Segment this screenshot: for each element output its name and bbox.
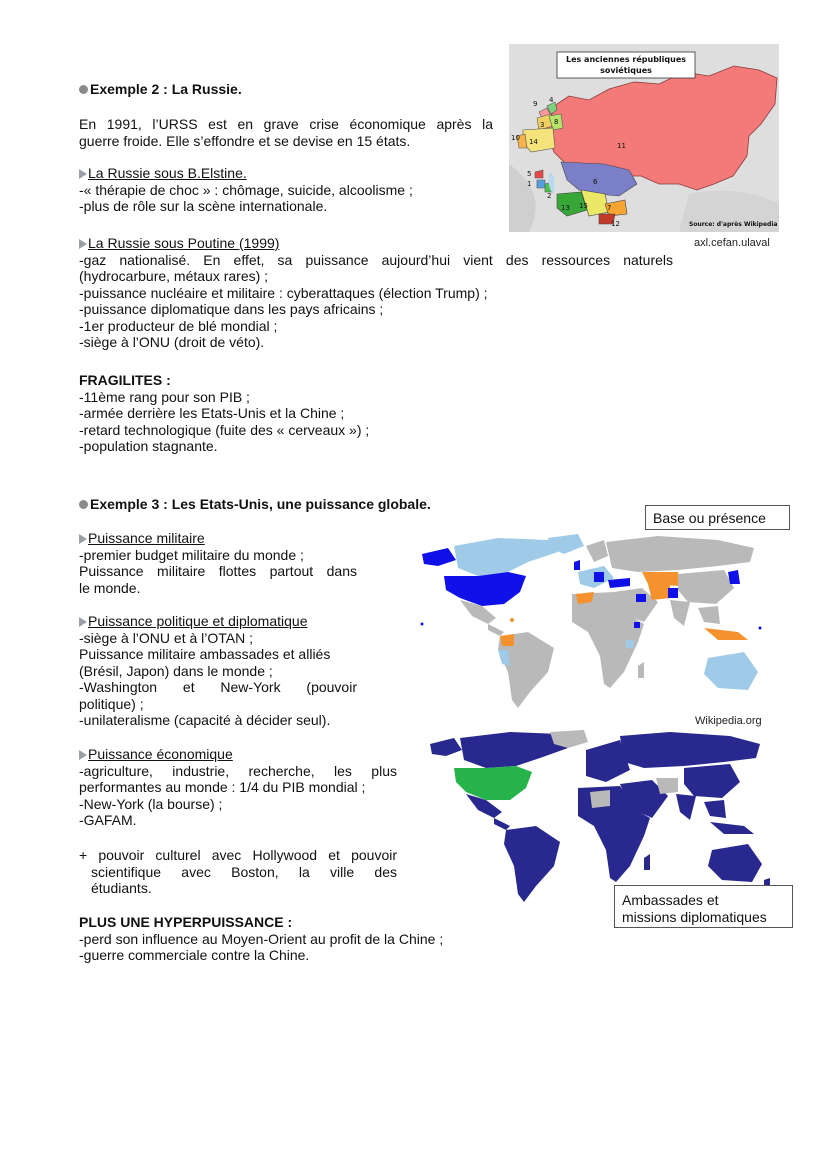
fragility-item: -11ème rang pour son PIB ;: [79, 388, 250, 405]
putin-item: -puissance diplomatique dans les pays africains ;: [79, 301, 384, 317]
ussr-map-credit: axl.cefan.ulaval: [694, 237, 770, 249]
map-label: 6: [593, 178, 598, 186]
gulf-bases: [636, 594, 646, 602]
fragility-item: -retard technologique (fuite des « cerveaux ») ;: [79, 421, 370, 438]
map-label: 7: [607, 204, 612, 212]
economic-section: [79, 746, 397, 829]
map-label: 1: [527, 180, 532, 188]
yeltsin-item: -« thérapie de choc » : chômage, suicide, alcoolisme ;: [79, 181, 413, 198]
map-label: 12: [611, 220, 620, 228]
region-14: [523, 128, 555, 152]
madagascar: [638, 662, 644, 678]
peru: [498, 650, 510, 666]
intro-line: guerre froide. Elle s’effondre et se devise en 15 états.: [79, 132, 411, 149]
embassies-legend-line: missions diplomatiques: [622, 909, 767, 925]
triangle-bullet-icon: [79, 169, 87, 179]
usa-heading-text: Exemple 3 : Les Etats-Unis, une puissance globale.: [90, 496, 431, 512]
bases-legend-text: Base ou présence: [653, 510, 766, 526]
political-item: Puissance militaire ambassades et alliés: [79, 646, 331, 662]
hyperpower-item: -perd son influence au Moyen-Orient au profit de la Chine ;: [79, 930, 444, 947]
indonesia: [710, 822, 754, 834]
economic-item: -agriculture, industrie, recherche, les plus: [79, 762, 397, 779]
central-america: [494, 818, 510, 830]
culture-line: scientifique avec Boston, la ville des: [91, 863, 397, 880]
ussr-map: [509, 44, 779, 232]
se-asia: [698, 606, 720, 624]
india: [676, 794, 696, 820]
economic-item: performantes au monde : 1/4 du PIB mondial ;: [79, 779, 366, 795]
military-item: Puissance militaire flottes partout dans: [79, 563, 357, 579]
alaska: [430, 738, 462, 756]
culture-section: [79, 847, 397, 897]
political-title: Puissance politique et diplomatique: [88, 613, 308, 629]
putin-item: -1er producteur de blé mondial ;: [79, 317, 278, 334]
sahara-grey: [590, 790, 610, 808]
political-section: [79, 613, 357, 729]
europe-bases: [594, 572, 604, 582]
map-label: 13: [561, 204, 570, 212]
djibouti: [634, 622, 640, 628]
economic-item: -New-York (la bourse) ;: [79, 795, 223, 812]
scandinavia: [586, 540, 608, 562]
bullet-icon: [79, 500, 88, 509]
map-label: 14: [529, 138, 538, 146]
political-item: (Brésil, Japon) dans le monde ;: [79, 662, 273, 679]
putin-item: (hydrocarbure, métaux rares) ;: [79, 268, 269, 284]
yeltsin-section: [79, 165, 413, 215]
canada: [460, 732, 568, 768]
central-america: [488, 624, 504, 636]
fragilities-section: [79, 372, 369, 455]
usa: [444, 572, 526, 606]
colombia: [500, 634, 514, 646]
yeltsin-item: -plus de rôle sur la scène internationale.: [79, 198, 328, 214]
map-title-line2: soviétiques: [600, 66, 652, 75]
map-label: 4: [549, 96, 554, 104]
alaska: [422, 548, 456, 566]
embassies-legend-box: [614, 885, 793, 928]
uk: [574, 560, 580, 570]
embassies-legend-line: Ambassades et: [622, 892, 719, 908]
map-label: 11: [617, 142, 626, 150]
map-label: 5: [527, 170, 532, 178]
culture-line: étudiants.: [91, 880, 152, 896]
fragility-item: -armée derrière les Etats-Unis et la Chine ;: [79, 405, 345, 421]
korea-japan: [728, 570, 740, 584]
china: [684, 764, 740, 798]
hyperpower-section: [79, 914, 443, 964]
russia-intro: [79, 116, 493, 149]
afghanistan: [668, 588, 678, 598]
map-label: 8: [554, 118, 559, 126]
military-title: Puissance militaire: [88, 530, 205, 546]
political-item: -siège à l’ONU et à l’OTAN ;: [79, 629, 254, 646]
bases-world-map: [408, 532, 774, 718]
russia: [606, 536, 754, 572]
political-item: -unilateralisme (capacité à décider seul).: [79, 712, 331, 728]
map-label: 3: [540, 121, 545, 129]
military-section: [79, 530, 357, 596]
triangle-bullet-icon: [79, 617, 87, 627]
south-america: [504, 826, 560, 902]
political-item: -Washington et New-York (pouvoir: [79, 679, 357, 695]
economic-item: -GAFAM.: [79, 812, 137, 828]
region-1: [537, 180, 545, 188]
canada: [454, 538, 558, 576]
hyperpower-title: PLUS UNE HYPERPUISSANCE :: [79, 914, 293, 930]
indonesia: [704, 628, 748, 640]
kenya: [626, 640, 634, 648]
china: [678, 570, 734, 604]
putin-item: -puissance nucléaire et militaire : cyberattaques (élection Trump) ;: [79, 284, 488, 301]
putin-item: -gaz nationalisé. En effet, sa puissance aujourd’hui vient des ressources naturels: [79, 251, 673, 268]
bullet-icon: [79, 85, 88, 94]
triangle-bullet-icon: [79, 239, 87, 249]
putin-title: La Russie sous Poutine (1999): [88, 235, 280, 251]
map-label: 9: [533, 100, 538, 108]
putin-item: -siège à l’ONU (droit de véto).: [79, 334, 265, 350]
bases-map-credit: Wikipedia.org: [695, 715, 762, 727]
fragility-item: -population stagnante.: [79, 438, 218, 454]
fragilities-title: FRAGILITES :: [79, 372, 171, 388]
political-item: politique) ;: [79, 695, 144, 712]
australia: [708, 844, 762, 882]
russia: [620, 732, 760, 768]
russia-heading-text: Exemple 2 : La Russie.: [90, 81, 242, 97]
map-label: 15: [579, 202, 588, 210]
usa-heading: [79, 496, 431, 513]
military-item: le monde.: [79, 579, 141, 596]
bases-legend-box: [645, 505, 790, 530]
embassies-world-map: [420, 730, 776, 908]
turkey: [608, 578, 630, 588]
military-item: -premier budget militaire du monde ;: [79, 546, 304, 563]
australia: [704, 652, 758, 690]
triangle-bullet-icon: [79, 534, 87, 544]
hyperpower-item: -guerre commerciale contre la Chine.: [79, 947, 310, 963]
usa: [454, 766, 532, 800]
central-asia: [642, 572, 680, 586]
india: [670, 600, 690, 626]
yeltsin-title: La Russie sous B.Elstine.: [88, 165, 247, 181]
madagascar: [644, 854, 650, 870]
map-title-line1: Les anciennes républiques: [565, 55, 687, 64]
triangle-bullet-icon: [79, 750, 87, 760]
economic-title: Puissance économique: [88, 746, 233, 762]
russia-heading: [79, 81, 242, 98]
map-source: Source: d'après Wikipedia: [689, 221, 778, 228]
putin-section: [79, 235, 673, 351]
culture-line: + pouvoir culturel avec Hollywood et pouvoir: [79, 847, 397, 863]
map-label: 10: [511, 134, 520, 142]
se-asia: [704, 800, 726, 818]
map-label: 2: [547, 192, 552, 200]
intro-line: En 1991, l’URSS est en grave crise économique après la: [79, 116, 493, 132]
